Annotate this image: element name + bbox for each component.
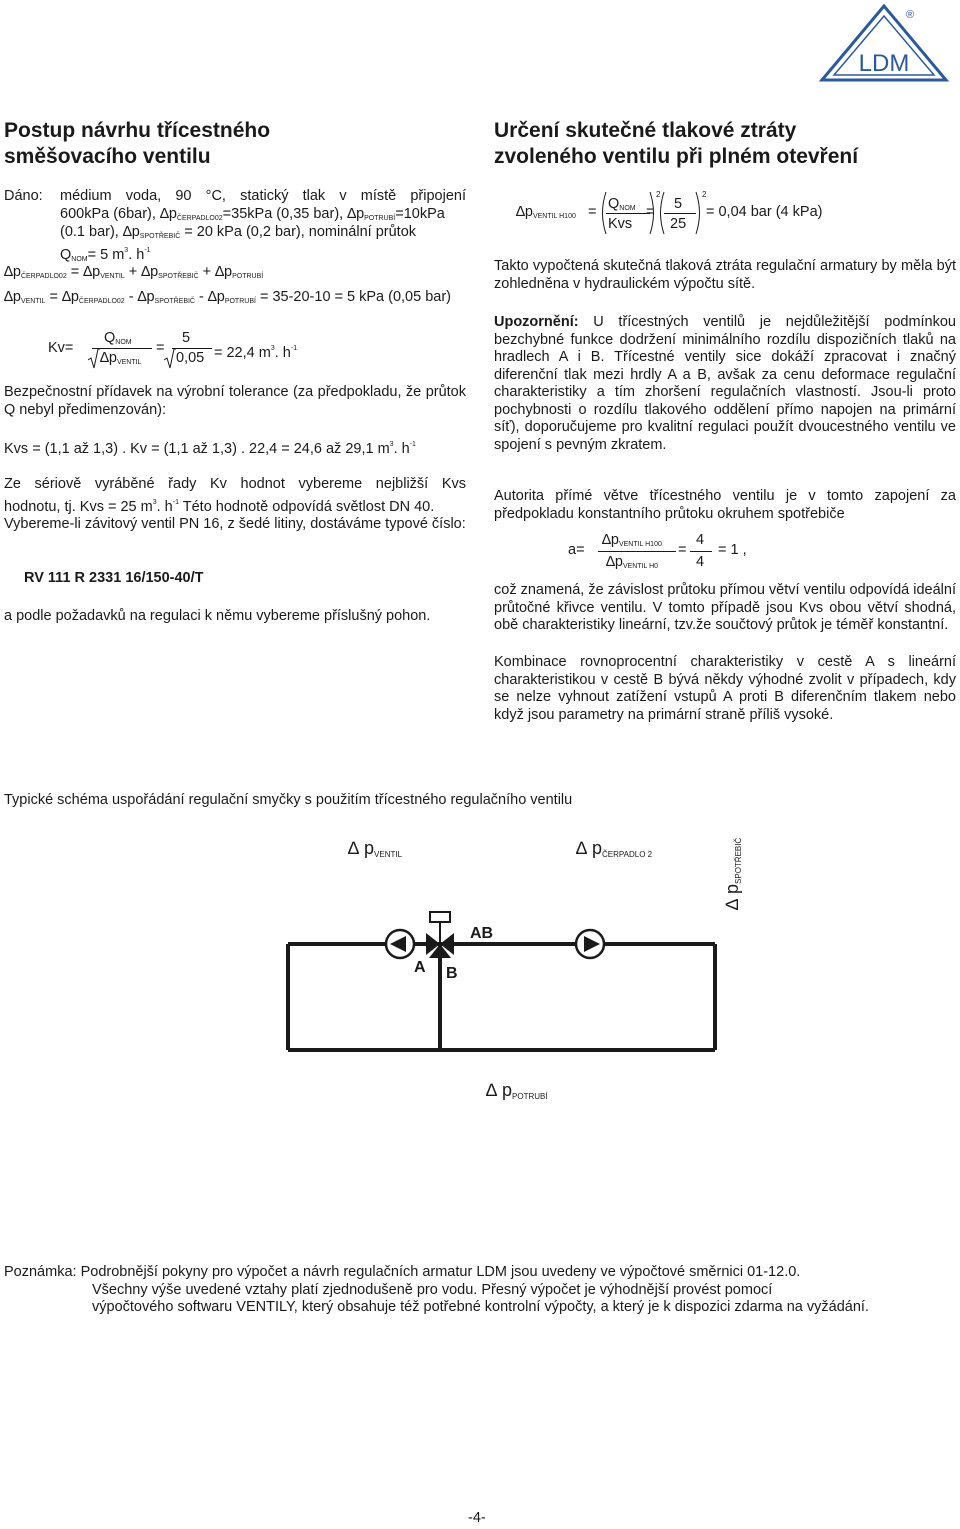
- pump-2-icon: [576, 930, 604, 958]
- actuator-text: a podle požadavků na regulaci k němu vybereme příslušný pohon.: [4, 608, 431, 624]
- svg-text:A: A: [414, 959, 426, 976]
- pump-icon: [386, 930, 414, 958]
- characteristic-paragraph: což znamená, že závislost průtoku přímou větví ventilu odpovídá ideální průtočné křivce ventilu. V tomto případě jsou Kvs obou větví shodná, obě charakteristiky lineární, tzv.že součtový průtok je téměř konstantní.: [494, 582, 956, 633]
- series-selection-text: Ze sériově vyráběné řady Kv hodnot vybereme nejbližší Kvs hodnotu, tj. Kvs = 25 $m^3$. $h^{-1}$ Této hodnotě odpovídá světlost DN 40. Vybereme-li závitový ventil PN 16, z šedé litiny, dostáváme typové číslo:: [4, 476, 466, 532]
- svg-text:AB: AB: [470, 925, 494, 942]
- footnote: Poznámka: Podrobnější pokyny pro výpočet a návrh regulačních armatur LDM jsou uvedeny ve výpočtové směrnici 01-12.0. Všechny výše uvedené vztahy platí zjednodušeně pro vodu. Přesný výpočet je výhodnější provést pomocí výpočtového softwaru VENTILY, který obsahuje též potřebné kontrolní výpočty, a který je k dispozici zdarma na vyžádání.: [4, 1264, 869, 1315]
- equation-pump-pressure: $\Delta p_{ČERPADLO02} = \Delta p_{VENTIL} + \Delta p_{SPOTŘEBIČ} + \Delta p_{POTRUBÍ}$: [4, 264, 264, 280]
- safety-margin-text: Bezpečnostní přídavek na výrobní tolerance (za předpokladu, že průtok Q nebyl předimenzován):: [4, 384, 466, 418]
- authority-paragraph: Autorita přímé větve třícestného ventilu je v tomto zapojení za předpokladu konstantního průtoku okruhem spotřebiče: [494, 488, 956, 522]
- right-title: Určení skutečné tlakové ztráty zvoleného ventilu při plném otevření: [494, 119, 859, 168]
- svg-text:®: ®: [906, 9, 915, 21]
- sqrt-icon: [164, 348, 176, 370]
- sqrt-icon: [88, 348, 100, 370]
- svg-text:LDM: LDM: [858, 50, 910, 77]
- kvs-range-line: Kvs = (1,1 až 1,3) . Kv = (1,1 až 1,3) . 22,4 = 24,6 až 29,1 $m^3$. $h^{-1}$: [4, 441, 416, 457]
- type-number: RV 111 R 2331 16/150-40/T: [24, 570, 204, 586]
- svg-text:∆ pPOTRUBÍ: ∆ pPOTRUBÍ: [486, 1080, 548, 1100]
- page-number: -4-: [468, 1510, 486, 1526]
- company-logo: [818, 4, 950, 90]
- svg-text:∆ pVENTIL: ∆ pVENTIL: [348, 838, 403, 859]
- footnote-label: Poznámka:: [4, 1264, 77, 1280]
- combination-paragraph: Kombinace rovnoprocentní charakteristiky v cestě A s lineární charakteristikou v cestě B bývá někdy výhodné zvolit v případech, kdy se nelze vyhnout zatížení vstupů A proti B diferenčním tlakem nebo když jsou parametry na primární straně příliš vysoké.: [494, 654, 956, 723]
- warning-label: Upozornění:: [494, 314, 579, 330]
- warning-paragraph: Upozornění: U třícestných ventilů je nejdůležitější podmínkou bezchybné funkce dodržení minimálního rozdílu dispozičních tlaků na hradlech A i B. Třícestné ventily sice dokáží zpracovat i značný diferenční tlak mezi hrdly A a B, avšak za cenu deformace regulační charakteristiky a tím zhoršení regulačních vlastností. Jsou-li proto pochybnosti o rozdílu tlakového oddělení přímo napojen na primární síť), doporučujeme pro kvalitní regulaci použít dvoucestného ventilu ve spojení s pevným zkratem.: [494, 314, 956, 453]
- left-title: Postup návrhu třícestného směšovacího ventilu: [4, 119, 271, 168]
- svg-text:B: B: [446, 965, 458, 982]
- pressure-loss-note: Takto vypočtená skutečná tlaková ztráta regulační armatury by měla být zohledněna v hydraulickém výpočtu sítě.: [494, 258, 956, 292]
- pressure-loss-formula: $\Delta p_{VENTIL H100}$ = $Q_{NOM}$ Kvs 2 = 5 25 2 = 0,04 bar (4 kPa): [516, 190, 916, 236]
- svg-text:∆ pSPOTŘEBIČ: ∆ pSPOTŘEBIČ: [722, 837, 743, 910]
- given-label: Dáno:: [4, 188, 43, 204]
- authority-formula: a= $\Delta p_{VENTIL H100}$ $\Delta p_{VENTIL H0}$ = 4 4 = 1 ,: [568, 532, 747, 570]
- equation-valve-pressure: $\Delta p_{VENTIL} = \Delta p_{ČERPADLO02} - \Delta p_{SPOTŘEBIČ} - \Delta p_{POTRUBÍ} = 35-20-10 = 5$ kPa (0,05 bar): [4, 289, 452, 305]
- diagram-caption: Typické schéma uspořádání regulační smyčky s použitím třícestného regulačního ventilu: [4, 792, 573, 808]
- given-block: Dáno: médium voda, 90 °C, statický tlak v místě připojení 600kPa (6bar), $\Delta p_{ČERPADLO02}=35kPa$ (0,35 bar), $\Delta p_{POTRUBÍ}=10kPa$ (0.1 bar), $\Delta p_{SPOTŘEBIČ} = 20$ kPa (0,2 bar), nominální průtok $Q_{NOM}= 5$ $m^3$. $h^{-1}$: [4, 188, 466, 263]
- control-loop-diagram: [0, 820, 960, 1100]
- three-way-valve-icon: [426, 912, 454, 958]
- svg-text:∆ pČERPADLO 2: ∆ pČERPADLO 2: [576, 838, 653, 859]
- logo-triangle-icon: [818, 4, 950, 90]
- kv-formula: Kv= $Q_{NOM}$ $\Delta p_{VENTIL}$ = 5 0,05 = 22,4 $m^3$. $h^{-1}$: [48, 328, 348, 374]
